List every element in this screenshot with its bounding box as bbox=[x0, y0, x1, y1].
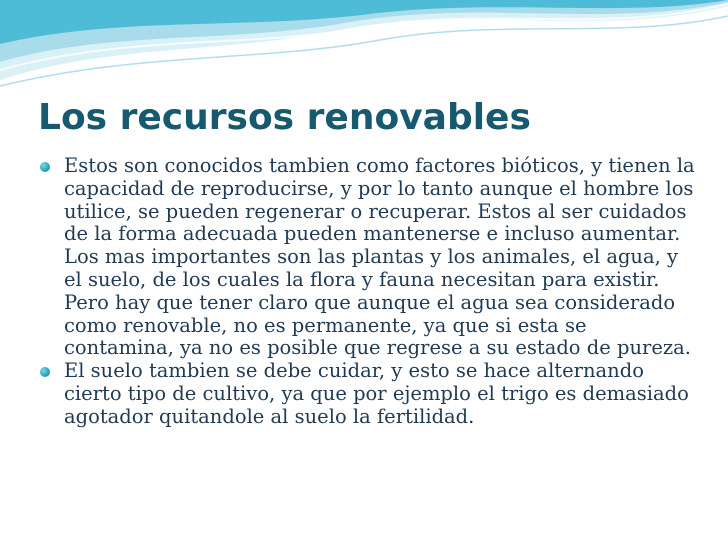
list-item bbox=[40, 155, 700, 360]
bullet-icon bbox=[40, 162, 50, 172]
decorative-wave-header bbox=[0, 0, 728, 90]
bullet-list bbox=[40, 155, 700, 429]
slide-title: Los recursos renovables bbox=[38, 97, 531, 138]
bullet-text: El suelo tambien se debe cuidar, y esto se hace alternando cierto tipo de cultivo, ya que por ejemplo el trigo es demasiado agotador quitandole al suelo la fertilidad. bbox=[64, 359, 689, 428]
bullet-text: Estos son conocidos tambien como factores bióticos, y tienen la capacidad de reproducirse, y por lo tanto aunque el hombre los utilice, se pueden regenerar o recuperar. Estos al ser cuidados de la forma adecuada pueden mantenerse e incluso aumentar. Los mas importantes son las plantas y los animales, el agua, y el suelo, de los cuales la flora y fauna necesitan para existir. Pero hay que tener claro que aunque el agua sea considerado como renovable, no es permanente, ya que si esta se contamina, ya no es posible que regrese a su estado de pureza. bbox=[64, 154, 695, 360]
bullet-icon bbox=[40, 367, 50, 377]
list-item bbox=[40, 360, 700, 428]
